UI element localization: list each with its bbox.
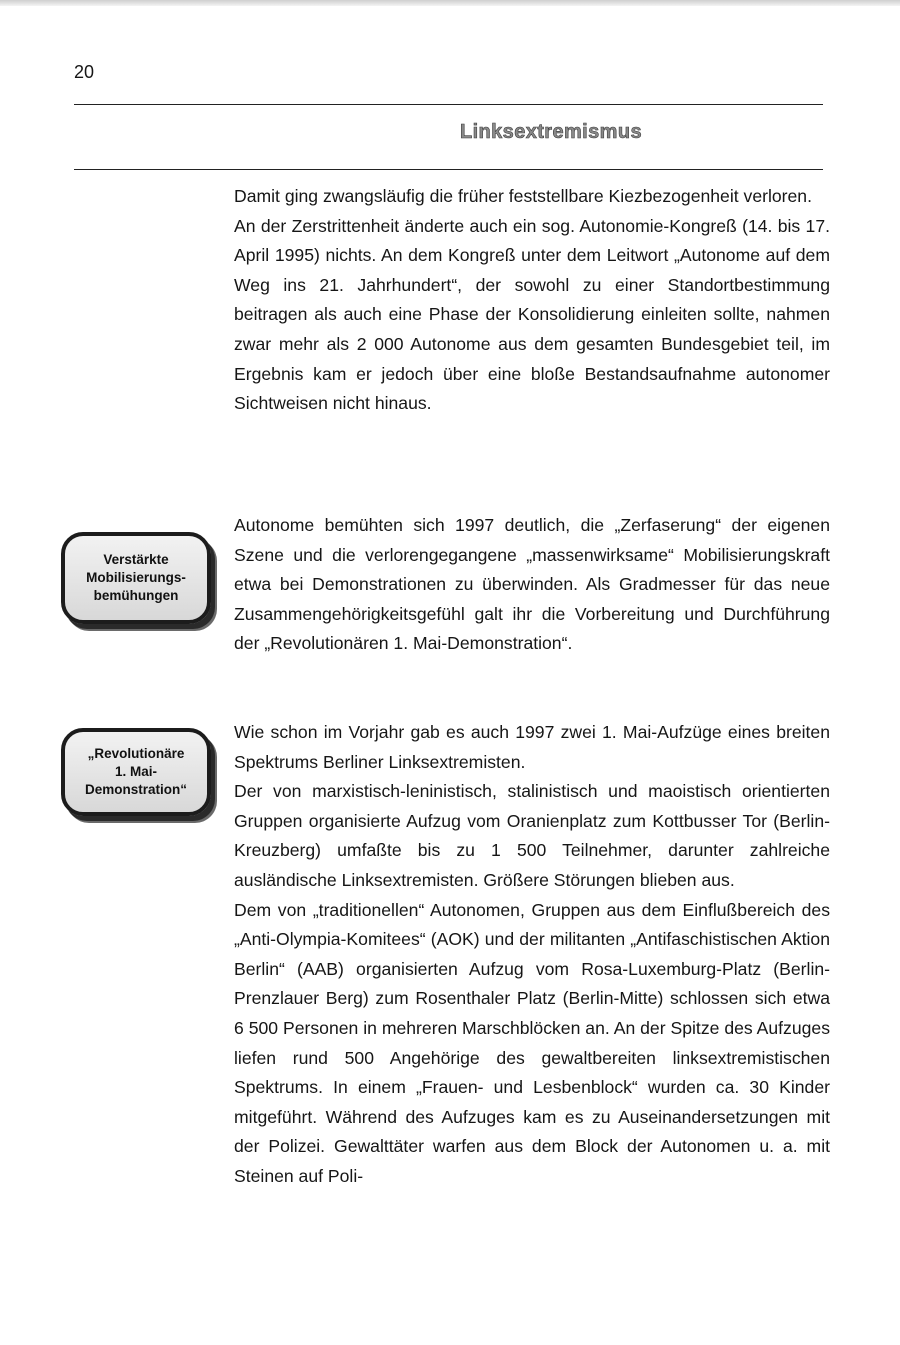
margin-note-label: „Revolutionäre 1. Mai- Demonstration“ — [84, 746, 187, 797]
header-rule-top — [74, 104, 823, 105]
paragraph: Damit ging zwangsläufig die früher feststellbare Kiezbezogenheit verloren. — [234, 186, 812, 206]
paragraph: Autonome bemühten sich 1997 deutlich, die „Zerfaserung“ der eigenen Szene und die verlorengegangene „massenwirksame“ Mobilisierungskraft etwa bei Demonstrationen zu überwinden. Als Gradmesser für das neue Zusammengehörigkeitsgefühl galt ihr die Vorbereitung und Durchführung der „Revolutionären 1. Mai-Demonstration“. — [234, 515, 830, 654]
page-top-edge — [0, 0, 900, 6]
running-title: Linksextremismus — [459, 121, 642, 143]
header-rule-bottom — [74, 169, 823, 170]
paragraph: Wie schon im Vorjahr gab es auch 1997 zwei 1. Mai-Aufzüge eines breiten Spektrums Berliner Linksextremisten. — [234, 722, 830, 772]
margin-note-mobilisierung — [61, 532, 211, 624]
text-block-mobilisierung — [234, 511, 830, 659]
margin-note-mai-demonstration — [61, 728, 211, 816]
text-block-mai-aufzuege — [234, 718, 830, 1192]
paragraph: An der Zerstrittenheit änderte auch ein sog. Autonomie-Kongreß (14. bis 17. April 1995) nichts. An dem Kongreß unter dem Leitwort „Autonome auf dem Weg ins 21. Jahrhundert“, der sowohl zu einer Standortbestimmung beitragen als auch eine Phase der Konsolidierung einleiten sollte, nahmen zwar mehr als 2 000 Autonome aus dem gesamten Bundesgebiet teil, im Ergebnis kam er jedoch über eine bloße Bestandsaufnahme autonomer Sichtweisen nicht hinaus. — [234, 215, 830, 414]
page-number: 20 — [74, 62, 95, 82]
margin-note-label: Verstärkte Mobilisierungs- bemühungen — [86, 552, 186, 603]
paragraph: Dem von „traditionellen“ Autonomen, Gruppen aus dem Einflußbereich des „Anti-Olympia-Komitees“ (AOK) und der militanten „Antifaschistischen Aktion Berlin“ (AAB) organisierten Aufzug vom Rosa-Luxemburg-Platz (Berlin-Prenzlauer Berg) zum Rosenthaler Platz (Berlin-Mitte) schlossen sich etwa 6 500 Personen in mehreren Marschblöcken an. An der Spitze des Aufzuges liefen rund 500 Angehörige des gewaltbereiten linksextremistischen Spektrums. In einem „Frauen- und Lesbenblock“ wurden ca. 30 Kinder mitgeführt. Während des Aufzuges kam es zu Auseinandersetzungen mit der Polizei. Gewalttäter warfen aus dem Block der Autonomen u. a. mit Steinen auf Poli- — [234, 899, 830, 1186]
text-block-kongress — [234, 182, 830, 419]
paragraph: Der von marxistisch-leninistisch, stalinistisch und maoistisch orientierten Gruppen organisierte Aufzug vom Oranienplatz zum Kottbusser Tor (Berlin-Kreuzberg) umfaßte bis zu 1 500 Teilnehmer, darunter zahlreiche ausländische Linksextremisten. Größere Störungen blieben aus. — [234, 781, 830, 890]
